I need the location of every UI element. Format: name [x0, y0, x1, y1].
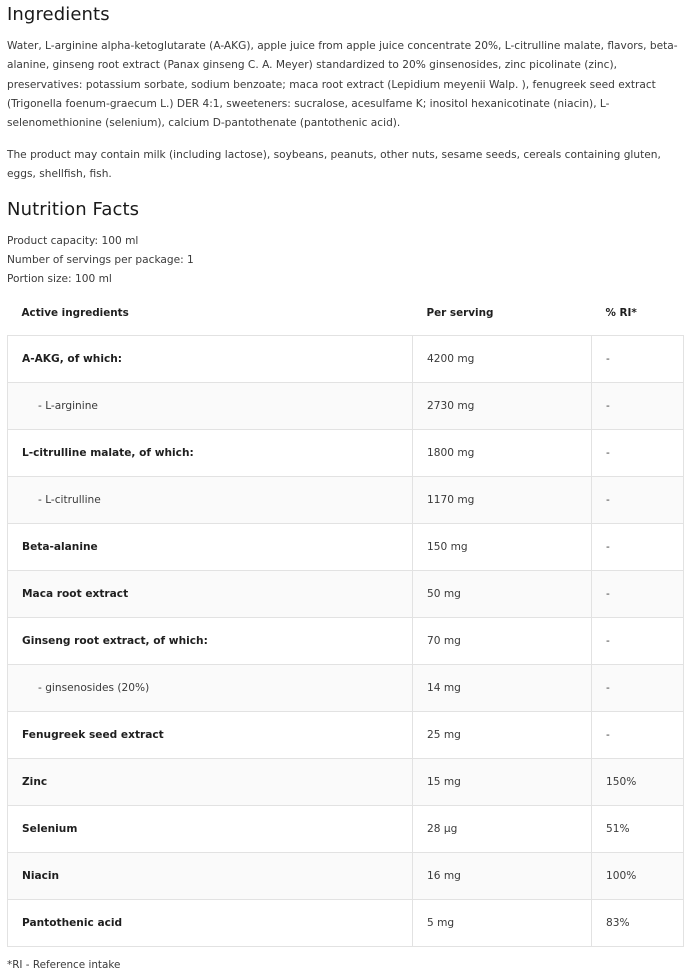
row-ri: - [592, 712, 684, 759]
table-header-row [8, 291, 684, 336]
allergen-text: The product may contain milk (including lactose), soybeans, peanuts, other nuts, sesame seeds, cereals containing gluten, eggs, shellfish, fish. [7, 149, 661, 181]
row-name: Maca root extract [8, 571, 413, 618]
nutrition-table [7, 291, 684, 947]
row-value: 1800 mg [413, 430, 592, 477]
row-value: 25 mg [413, 712, 592, 759]
row-ri: - [592, 336, 684, 383]
row-name: Pantothenic acid [8, 900, 413, 947]
row-value: 2730 mg [413, 383, 592, 430]
row-ri: 83% [592, 900, 684, 947]
table-row [8, 712, 684, 759]
row-name: Ginseng root extract, of which: [8, 618, 413, 665]
row-value: 4200 mg [413, 336, 592, 383]
row-ri: 150% [592, 759, 684, 806]
row-value: 28 µg [413, 806, 592, 853]
row-value: 70 mg [413, 618, 592, 665]
row-value: 15 mg [413, 759, 592, 806]
row-value: 1170 mg [413, 477, 592, 524]
header-per-serving: Per serving [426, 307, 494, 319]
table-row [8, 430, 684, 477]
table-row [8, 524, 684, 571]
row-ri: - [592, 571, 684, 618]
row-name: Niacin [8, 853, 413, 900]
table-row [8, 665, 684, 712]
table-row [8, 759, 684, 806]
row-name: - L-arginine [8, 383, 413, 430]
portion-size: Portion size: 100 ml [7, 273, 112, 285]
nutrition-facts-title: Nutrition Facts [7, 199, 140, 220]
header-active-ingredients: Active ingredients [21, 307, 129, 319]
row-name: Zinc [8, 759, 413, 806]
row-ri: 51% [592, 806, 684, 853]
table-row [8, 618, 684, 665]
table-row [8, 336, 684, 383]
row-value: 16 mg [413, 853, 592, 900]
servings-per-package: Number of servings per package: 1 [7, 254, 194, 266]
row-ri: - [592, 430, 684, 477]
table-row [8, 806, 684, 853]
row-ri: - [592, 477, 684, 524]
table-row [8, 853, 684, 900]
product-capacity: Product capacity: 100 ml [7, 235, 139, 247]
row-value: 14 mg [413, 665, 592, 712]
row-name: A-AKG, of which: [8, 336, 413, 383]
row-name: Fenugreek seed extract [8, 712, 413, 759]
row-name: Beta-alanine [8, 524, 413, 571]
row-value: 50 mg [413, 571, 592, 618]
table-row [8, 571, 684, 618]
row-ri: - [592, 618, 684, 665]
ingredients-text: Water, L-arginine alpha-ketoglutarate (A-AKG), apple juice from apple juice concentrate 20%, L-citrulline malate, flavors, beta-alanine, ginseng root extract (Panax ginseng C. A. Meyer) standardized to 20% ginsenosides, zinc picolinate (zinc), preservatives: potassium sorbate, sodium benzoate; maca root extract (Lepidium meyenii Walp. ), fenugreek seed extract (Trigonella foenum-graecum L.) DER 4:1, sweeteners: sucralose, acesulfame K; inositol hexanicotinate (niacin), L-selenomethionine (selenium), calcium D-pantothenate (pantothenic acid). [7, 40, 678, 130]
table-row [8, 900, 684, 947]
row-name: - ginsenosides (20%) [8, 665, 413, 712]
row-ri: - [592, 383, 684, 430]
header-ri: % RI* [605, 307, 637, 319]
ri-footnote: *RI - Reference intake [7, 959, 121, 971]
row-name: Selenium [8, 806, 413, 853]
row-ri: 100% [592, 853, 684, 900]
row-value: 5 mg [413, 900, 592, 947]
ingredients-title: Ingredients [7, 4, 110, 25]
row-value: 150 mg [413, 524, 592, 571]
row-name: - L-citrulline [8, 477, 413, 524]
row-ri: - [592, 524, 684, 571]
row-ri: - [592, 665, 684, 712]
row-name: L-citrulline malate, of which: [8, 430, 413, 477]
table-row [8, 477, 684, 524]
table-row [8, 383, 684, 430]
